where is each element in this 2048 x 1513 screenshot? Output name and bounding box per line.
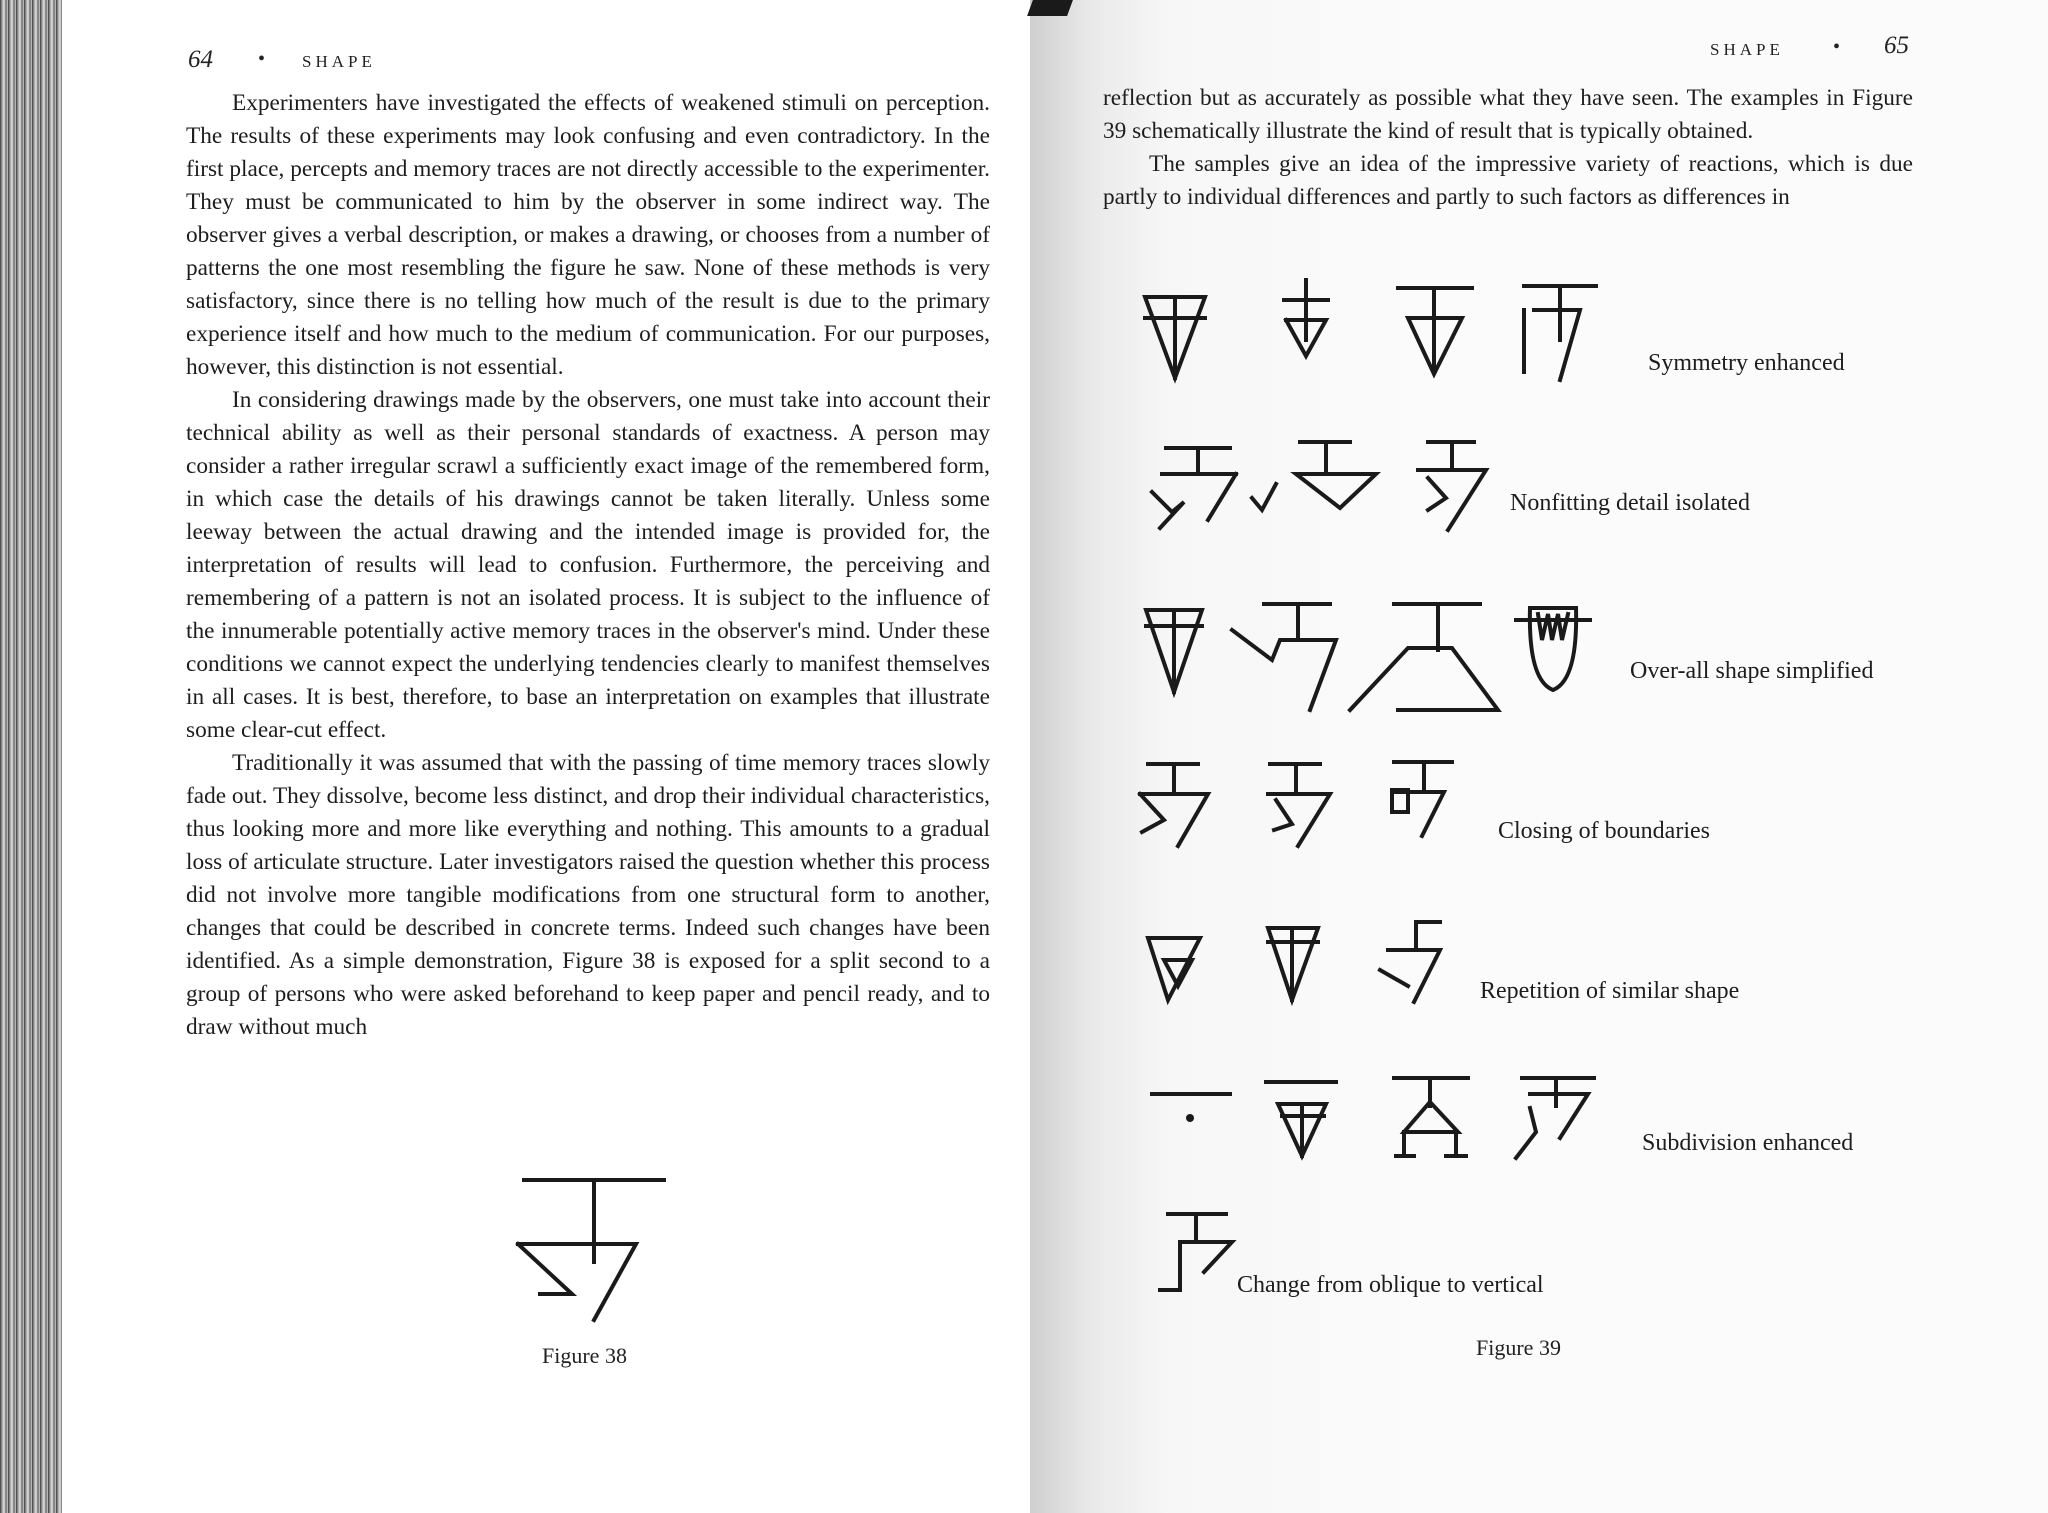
row-label-symmetry: Symmetry enhanced (1648, 350, 1845, 376)
right-running-head: SHAPE (1710, 40, 1784, 59)
figure-39-caption: Figure 39 (1476, 1335, 1561, 1360)
row-label-subdivision: Subdivision enhanced (1642, 1130, 1854, 1156)
paragraph: Experimenters have investigated the effects of weakened stimuli on perception. The results of these experiments may look confusing and even contradictory. In the first place, percepts and memory traces are not directly accessible to the experimenter. They must be communicated to him by the observer in some indirect way. The observer gives a verbal description, or makes a drawing, or chooses from a number of patterns the one most resembling the figure he saw. None of these methods is very satisfactory, since there is no telling how much of the result is due to the primary experience itself and how much to the medium of communication. For our purposes, however, this distinction is not essential. (186, 90, 990, 380)
row-label-nonfitting: Nonfitting detail isolated (1510, 490, 1750, 516)
left-page-number: 64 (188, 46, 213, 73)
paragraph: Traditionally it was assumed that with the passing of time memory traces slowly fade out. They dissolve, become less distinct, and drop their individual characteristics, thus looking more and more like everything and nothing. This amounts to a gradual loss of articulate structure. Later investigators raised the question whether this process did not involve more tangible modifications from one structural form to another, changes that could be described in concrete terms. Indeed such changes have been identified. As a simple demonstration, Figure 38 is exposed for a split second to a group of persons who were asked beforehand to keep paper and pencil ready, and to draw without much (186, 750, 990, 1040)
paragraph: reflection but as accurately as possible what they have seen. The examples in Figure 39 schematically illustrate the kind of result that is typically obtained. (1103, 85, 1913, 144)
figure-39-row-7 (1160, 1214, 1232, 1290)
figure-39-row-4 (1140, 762, 1452, 846)
right-header-separator: • (1833, 36, 1841, 58)
figure-39-row-3 (1146, 604, 1590, 710)
paragraph: The samples give an idea of the impressive variety of reactions, which is due partly to individual differences and partly to such factors as differences in (1103, 151, 1913, 210)
figure-39-row-6 (1152, 1078, 1594, 1158)
right-page-number: 65 (1884, 32, 1909, 59)
figure-38-caption: Figure 38 (542, 1343, 627, 1368)
row-label-repetition: Repetition of similar shape (1480, 978, 1740, 1004)
left-header-separator: • (258, 48, 266, 70)
figure-39-row-2 (1152, 442, 1486, 530)
paragraph: In considering drawings made by the observers, one must take into account their technical ability as well as their personal standards of exactness. A person may consider a rather irregular scrawl a sufficiently exact image of the remembered form, in which case the details of his drawings cannot be taken literally. Unless some leeway between the actual drawing and the intended image is provided for, the interpretation of results will lead to confusion. Furthermore, the perceiving and remembering of a pattern is not an isolated process. It is subject to the influence of the innumerable potentially active memory traces in the observer's mind. Under these conditions we cannot expect the underlying tendencies clearly to manifest themselves in all cases. It is best, therefore, to base an interpretation on examples that illustrate some clear-cut effect. (186, 387, 990, 743)
figure-38-drawing (518, 1180, 664, 1320)
row-label-closing: Closing of boundaries (1498, 818, 1710, 844)
figure-39-row-1 (1145, 280, 1596, 380)
row-label-overall-shape: Over-all shape simplified (1630, 658, 1874, 684)
figure-39-row-5 (1148, 922, 1440, 1002)
row-label-oblique: Change from oblique to vertical (1237, 1272, 1544, 1298)
left-running-head: SHAPE (302, 52, 376, 71)
